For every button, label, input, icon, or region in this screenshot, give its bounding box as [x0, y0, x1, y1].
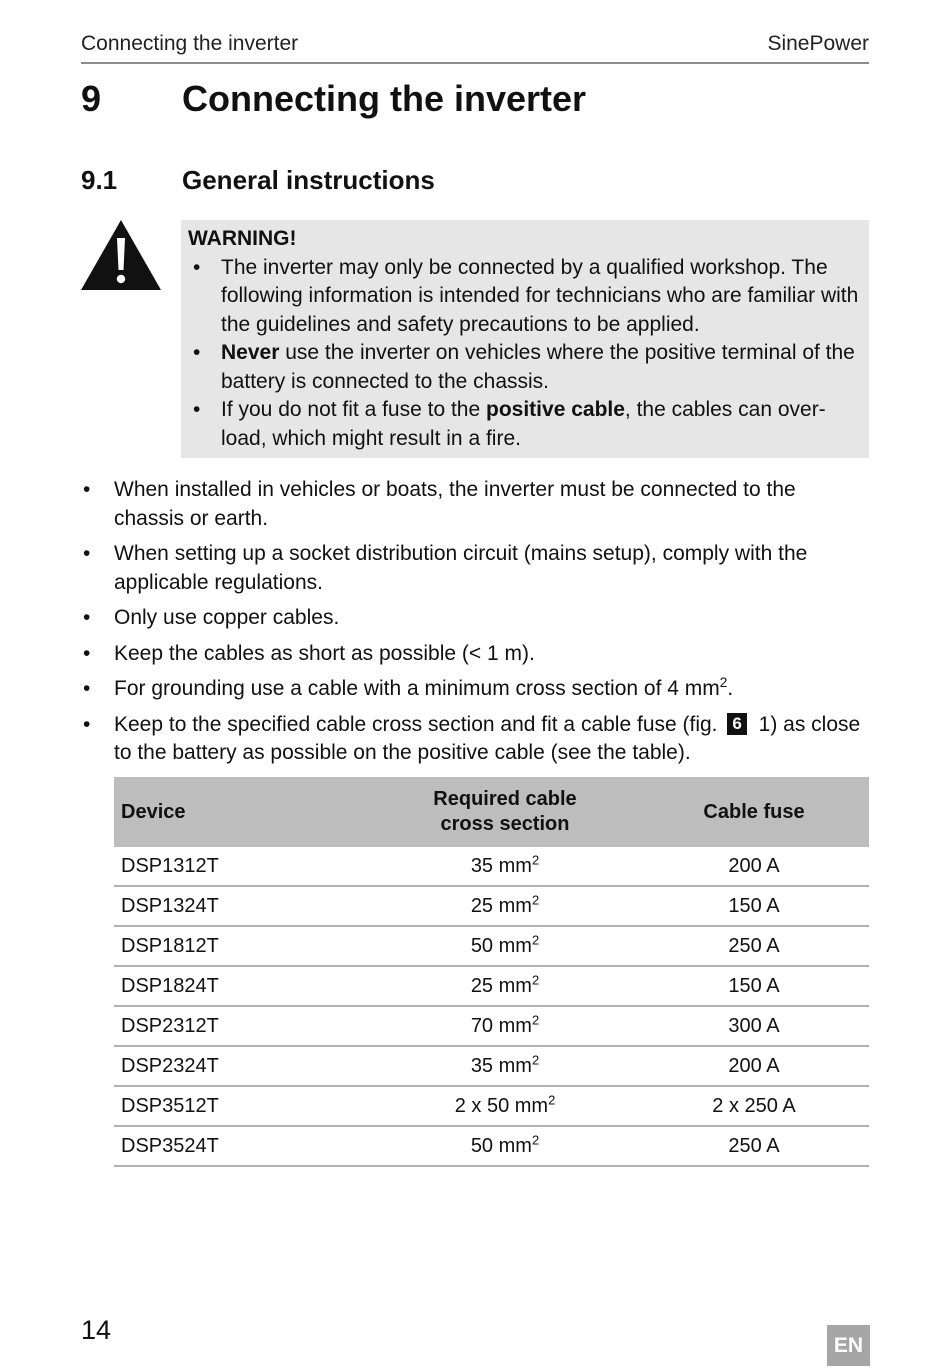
warning-item [188, 254, 859, 340]
header-cable-fuse: Cable fuse [639, 777, 869, 847]
warning-item-emphasis: Never [221, 341, 280, 364]
warning-item-text: , the cables can over-load, which might result in a fire. [221, 398, 826, 450]
instruction-list [81, 476, 871, 775]
superscript: 2 [548, 1091, 556, 1107]
cell-fuse: 250 A [639, 926, 869, 966]
table-row [114, 847, 869, 886]
cell-cross-section [371, 926, 639, 966]
cross-section-value: 35 mm [470, 854, 532, 877]
cell-device: DSP1312T [114, 847, 371, 886]
cross-section-value: 50 mm [470, 1134, 532, 1157]
header-product-name: SinePower [767, 32, 869, 55]
cross-section-value: 35 mm [470, 1054, 532, 1077]
instruction-text: . [727, 677, 734, 700]
header-cross-section-line2: cross section [440, 813, 570, 835]
table-row [114, 1086, 869, 1126]
section-number: 9.1 [81, 165, 118, 195]
cell-cross-section [371, 966, 639, 1006]
cell-cross-section [371, 1086, 639, 1126]
cross-section-value: 25 mm [470, 894, 532, 917]
instruction-item [81, 604, 871, 633]
cross-section-value: 70 mm [470, 1014, 532, 1037]
table-header-row [114, 777, 869, 847]
instruction-text: Only use copper cables. [114, 606, 340, 629]
superscript: 2 [531, 971, 540, 987]
warning-title: WARNING! [188, 227, 297, 250]
cell-device: DSP1324T [114, 886, 371, 926]
cross-section-value: 25 mm [470, 974, 532, 997]
cell-device: DSP2312T [114, 1006, 371, 1046]
warning-triangle-icon [80, 218, 162, 292]
header-chapter-title: Connecting the inverter [81, 32, 299, 55]
superscript: 2 [531, 931, 540, 947]
cell-fuse: 300 A [639, 1006, 869, 1046]
cell-fuse: 200 A [639, 1046, 869, 1086]
cell-device: DSP1812T [114, 926, 371, 966]
chapter-number: 9 [81, 78, 102, 119]
cell-fuse: 150 A [639, 886, 869, 926]
cell-fuse: 2 x 250 A [639, 1086, 869, 1126]
instruction-text: Keep the cables as short as possible (< 1 m). [114, 641, 535, 665]
cell-device: DSP3512T [114, 1086, 371, 1126]
cell-cross-section [371, 847, 639, 886]
table-row [114, 1006, 869, 1046]
table-row [114, 1046, 869, 1086]
instruction-item [81, 640, 871, 669]
cell-fuse: 200 A [639, 847, 869, 886]
warning-item-emphasis: positive cable [486, 398, 625, 421]
header-cross-section [371, 777, 639, 847]
superscript: 2 [531, 851, 540, 867]
cell-cross-section [371, 886, 639, 926]
running-header [81, 30, 869, 64]
instruction-item [81, 540, 871, 597]
instruction-item [81, 675, 871, 704]
instruction-text: When setting up a socket distribution circuit (mains setup), comply with the applicable regulations. [114, 542, 808, 594]
instruction-text: 1) as close to the battery as possible on the positive cable (see the table). [114, 712, 861, 764]
figure-reference-badge: 6 [727, 713, 746, 735]
cell-device: DSP2324T [114, 1046, 371, 1086]
superscript: 2 [531, 1011, 540, 1027]
instruction-text: Keep to the specified cable cross section and fit a cable fuse (fig. [114, 712, 724, 736]
language-badge: EN [827, 1325, 870, 1366]
warning-item [188, 339, 859, 396]
cross-section-value: 2 x 50 mm [454, 1094, 549, 1117]
table-row [114, 926, 869, 966]
cable-spec-table [114, 777, 869, 1167]
warning-item-text: The inverter may only be connected by a qualified workshop. The following information is intended for technicians who are familiar with the guidelines and safety precautions to be applied. [221, 255, 859, 336]
chapter-title: Connecting the inverter [182, 78, 587, 119]
table-row [114, 966, 869, 1006]
instruction-text: For grounding use a cable with a minimum cross section of 4 mm [114, 677, 720, 700]
table-row [114, 1126, 869, 1166]
cell-cross-section [371, 1126, 639, 1166]
page-number: 14 [81, 1315, 112, 1345]
section-title: General instructions [182, 165, 435, 195]
instruction-item [81, 476, 871, 533]
cross-section-value: 50 mm [470, 934, 532, 957]
instruction-item [81, 711, 871, 768]
cell-fuse: 150 A [639, 966, 869, 1006]
warning-item-text: If you do not fit a fuse to the [221, 398, 487, 421]
cell-fuse: 250 A [639, 1126, 869, 1166]
superscript: 2 [531, 891, 540, 907]
superscript: 2 [719, 675, 728, 690]
cell-cross-section [371, 1006, 639, 1046]
warning-box [181, 220, 869, 458]
cell-cross-section [371, 1046, 639, 1086]
cell-device: DSP1824T [114, 966, 371, 1006]
header-cross-section-line1: Required cable [433, 788, 577, 810]
warning-item-text: use the inverter on vehicles where the positive terminal of the battery is connected to the chassis. [221, 341, 855, 393]
superscript: 2 [531, 1051, 540, 1067]
cell-device: DSP3524T [114, 1126, 371, 1166]
header-device: Device [114, 777, 371, 847]
table-row [114, 886, 869, 926]
instruction-text: When installed in vehicles or boats, the inverter must be connected to the chassis or earth. [114, 478, 796, 530]
warning-item [188, 396, 859, 453]
warning-list [188, 254, 859, 454]
superscript: 2 [531, 1131, 540, 1147]
